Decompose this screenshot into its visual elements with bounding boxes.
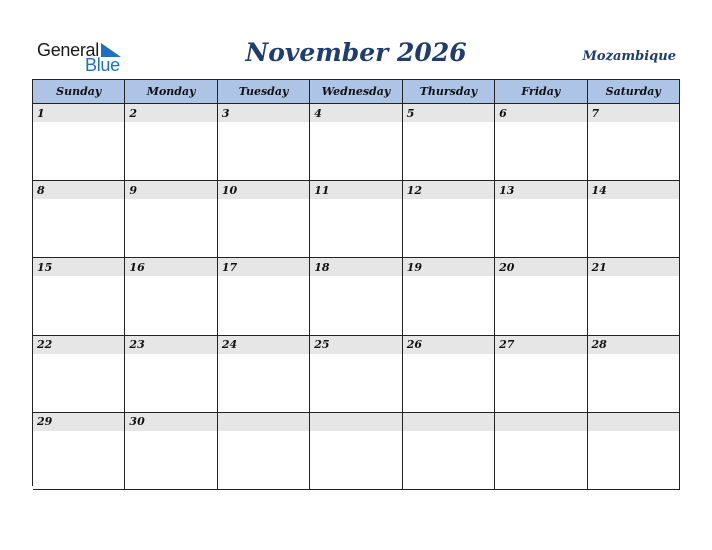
day-cell (310, 104, 402, 181)
weekday-header-thursday: Thursday (403, 80, 495, 104)
day-cell (218, 258, 310, 335)
day-cell (588, 258, 680, 335)
week-row (33, 181, 680, 258)
weekday-header-wednesday: Wednesday (310, 80, 402, 104)
day-number: 29 (33, 413, 124, 431)
day-number: 14 (588, 181, 679, 199)
day-cell (218, 104, 310, 181)
day-cell (403, 104, 495, 181)
week-row (33, 413, 680, 490)
day-cell (495, 413, 587, 490)
day-number (495, 413, 586, 431)
day-cell (403, 413, 495, 490)
day-cell (403, 258, 495, 335)
day-number: 1 (33, 104, 124, 122)
day-cell (588, 336, 680, 413)
day-number: 20 (495, 258, 586, 276)
day-number (403, 413, 494, 431)
weekday-header-saturday: Saturday (588, 80, 680, 104)
day-number: 25 (310, 336, 401, 354)
day-cell (125, 413, 217, 490)
day-cell (125, 181, 217, 258)
day-cell (310, 413, 402, 490)
day-cell (310, 336, 402, 413)
day-cell (495, 181, 587, 258)
day-cell (125, 258, 217, 335)
day-number: 11 (310, 181, 401, 199)
day-number: 21 (588, 258, 679, 276)
day-number: 3 (218, 104, 309, 122)
day-cell (403, 181, 495, 258)
day-cell (310, 181, 402, 258)
day-number (310, 413, 401, 431)
day-cell (33, 336, 125, 413)
day-cell (33, 413, 125, 490)
day-number: 28 (588, 336, 679, 354)
logo-text-general: General (37, 40, 99, 60)
day-number (588, 413, 679, 431)
weekday-header-friday: Friday (495, 80, 587, 104)
day-number: 15 (33, 258, 124, 276)
day-number: 2 (125, 104, 216, 122)
weekday-header-row (33, 80, 680, 104)
day-number: 10 (218, 181, 309, 199)
day-cell (310, 258, 402, 335)
day-number: 6 (495, 104, 586, 122)
day-number: 26 (403, 336, 494, 354)
day-cell (125, 104, 217, 181)
weekday-header-sunday: Sunday (33, 80, 125, 104)
day-number: 30 (125, 413, 216, 431)
week-row (33, 104, 680, 181)
weekday-header-tuesday: Tuesday (218, 80, 310, 104)
day-cell (495, 336, 587, 413)
day-cell (33, 181, 125, 258)
day-cell (33, 104, 125, 181)
day-cell (403, 336, 495, 413)
week-row (33, 258, 680, 335)
day-number: 22 (33, 336, 124, 354)
day-cell (495, 104, 587, 181)
day-number: 13 (495, 181, 586, 199)
day-cell (125, 336, 217, 413)
week-row (33, 336, 680, 413)
day-number: 16 (125, 258, 216, 276)
logo-text-blue: Blue (85, 55, 120, 75)
day-number: 5 (403, 104, 494, 122)
day-cell (33, 258, 125, 335)
day-number: 17 (218, 258, 309, 276)
day-cell (218, 413, 310, 490)
day-cell (495, 258, 587, 335)
day-number: 19 (403, 258, 494, 276)
day-number: 18 (310, 258, 401, 276)
day-cell (588, 413, 680, 490)
country-label: Mozambique (582, 49, 676, 64)
day-number: 27 (495, 336, 586, 354)
day-number: 23 (125, 336, 216, 354)
day-number: 7 (588, 104, 679, 122)
day-cell (218, 336, 310, 413)
day-number (218, 413, 309, 431)
day-cell (588, 181, 680, 258)
day-cell (218, 181, 310, 258)
day-number: 24 (218, 336, 309, 354)
day-number: 12 (403, 181, 494, 199)
weekday-header-monday: Monday (125, 80, 217, 104)
calendar-grid (32, 79, 680, 486)
day-number: 4 (310, 104, 401, 122)
day-cell (588, 104, 680, 181)
day-number: 9 (125, 181, 216, 199)
day-number: 8 (33, 181, 124, 199)
page-title: November 2026 (245, 38, 467, 67)
